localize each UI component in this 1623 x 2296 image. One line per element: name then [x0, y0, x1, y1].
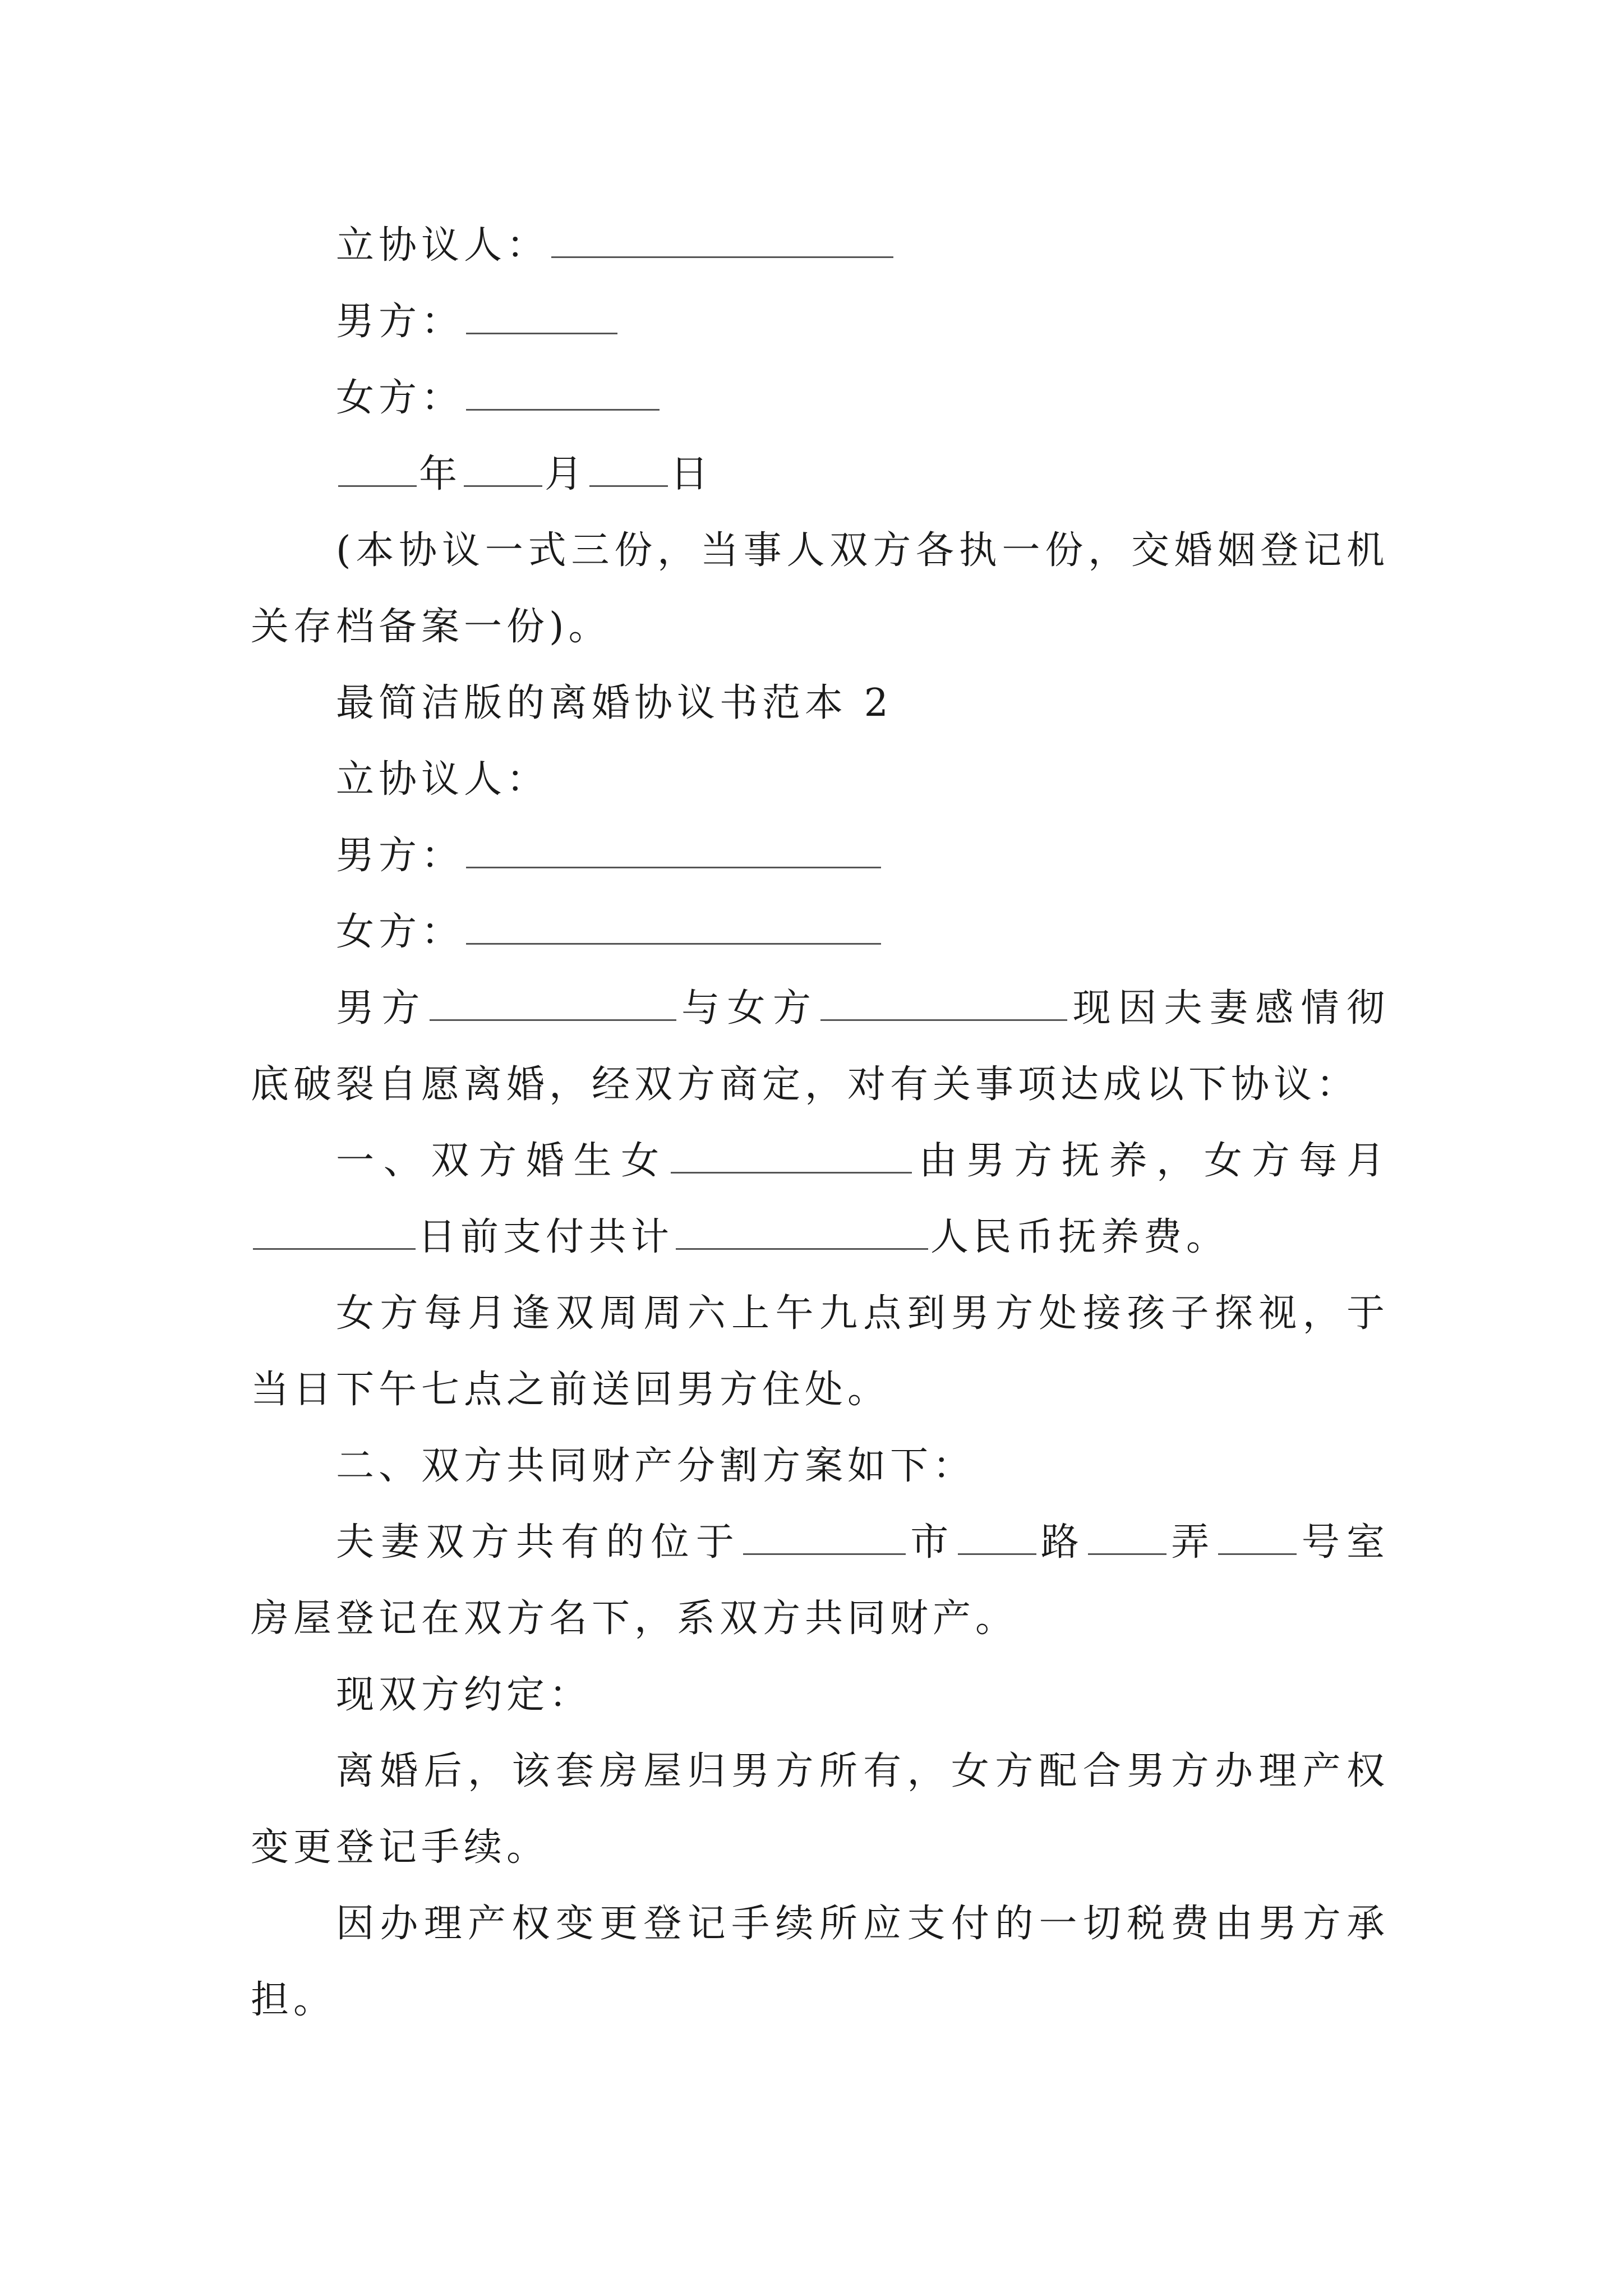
man-label-2: 男方：	[336, 834, 464, 878]
agreement-line: 现双方约定：	[336, 1673, 592, 1717]
day-label: 日	[670, 452, 713, 496]
clause-1-c: 日前支付共计	[418, 1215, 674, 1259]
signatory-blank	[551, 237, 893, 258]
intro-woman-blank	[820, 1000, 1067, 1021]
property-city: 市	[908, 1520, 956, 1565]
man-blank-2	[466, 848, 881, 868]
document-body	[251, 208, 1389, 2039]
month-label: 月	[545, 452, 588, 496]
city-blank	[743, 1534, 906, 1555]
copies-note: (本协议一式三份，当事人双方各执一份，交婚姻登记机关存档备案一份)。	[251, 528, 1389, 649]
clause-1-d: 人民币抚养费。	[930, 1215, 1229, 1259]
lane-blank	[1088, 1534, 1166, 1555]
month-blank	[464, 466, 542, 487]
day-of-month-blank	[253, 1229, 416, 1250]
woman-label-2: 女方：	[336, 910, 464, 954]
man-line	[251, 284, 1389, 360]
intro-text: 现因夫妻感情彻底破裂自愿离婚，经双方商定，对有关事项达成以下协议：	[251, 986, 1389, 1107]
intro-man-blank	[430, 1000, 676, 1021]
taxes-paragraph: 因办理产权变更登记手续所应支付的一切税费由男方承担。	[251, 1902, 1389, 2022]
man-label: 男方：	[336, 300, 464, 344]
woman-line-2	[251, 894, 1389, 970]
intro-woman: 与女方	[678, 986, 819, 1030]
woman-line	[251, 360, 1389, 436]
property-e: 号室房屋登记在双方名下，系双方共同财产。	[251, 1520, 1389, 1641]
intro-man: 男方	[336, 986, 427, 1030]
section-title: 最简洁版的离婚协议书范本 2	[336, 681, 893, 725]
amount-blank	[676, 1229, 928, 1250]
property-paragraph	[251, 1504, 1389, 1657]
clause-1	[251, 1123, 1389, 1276]
after-divorce-paragraph: 离婚后，该套房屋归男方所有，女方配合男方办理产权变更登记手续。	[251, 1749, 1389, 1870]
clause-1-a: 一、双方婚生女	[336, 1139, 668, 1183]
visit-paragraph: 女方每月逢双周周六上午九点到男方处接孩子探视，于当日下午七点之前送回男方住处。	[251, 1291, 1389, 1412]
property-a: 夫妻双方共有的位于	[336, 1520, 741, 1565]
signatory-label: 立协议人：	[336, 223, 550, 268]
property-lane: 弄	[1169, 1520, 1216, 1565]
woman-label: 女方：	[336, 376, 464, 420]
daughter-blank	[671, 1153, 912, 1174]
woman-blank	[466, 390, 660, 411]
property-road: 路	[1038, 1520, 1086, 1565]
clause-1-b: 由男方抚养，女方每月	[914, 1139, 1389, 1183]
signatory-line-2: 立协议人：	[336, 757, 550, 802]
day-blank	[589, 466, 668, 487]
intro-paragraph	[251, 970, 1389, 1123]
number-blank	[1218, 1534, 1297, 1555]
woman-blank-2	[466, 924, 881, 945]
man-line-2	[251, 818, 1389, 894]
clause-2: 二、双方共同财产分割方案如下：	[336, 1444, 976, 1488]
man-blank	[466, 314, 617, 334]
date-line	[251, 436, 1389, 513]
year-blank	[338, 466, 417, 487]
signatory-line	[251, 208, 1389, 284]
road-blank	[958, 1534, 1036, 1555]
year-label: 年	[419, 452, 462, 496]
